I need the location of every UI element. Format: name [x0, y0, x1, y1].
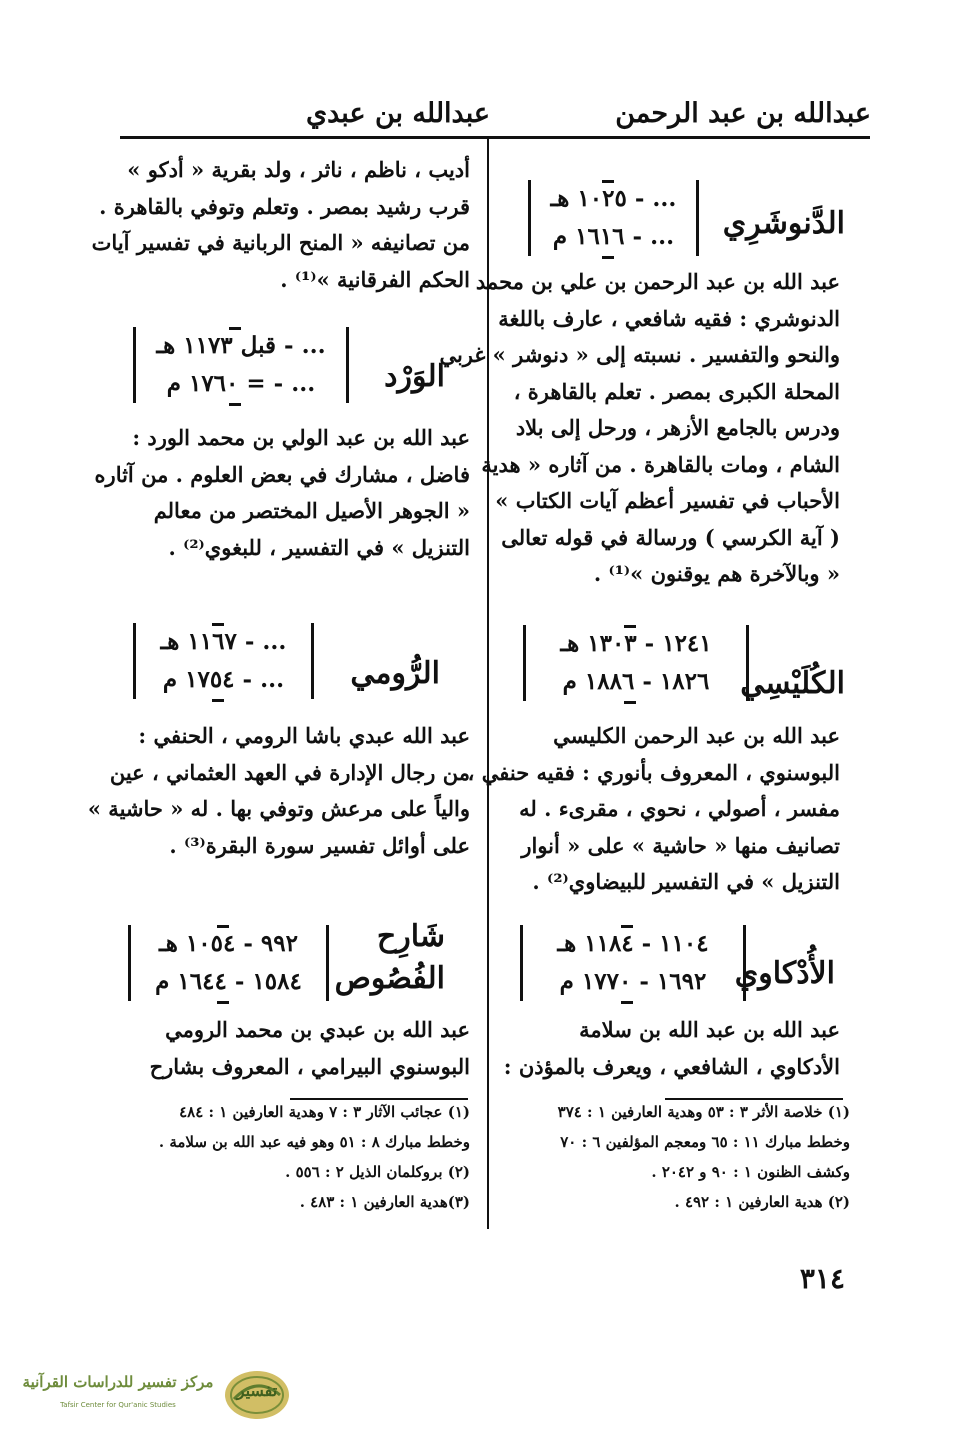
date-box: [133, 623, 314, 699]
text-line: « الجوهر الأصيل المختصر من معالم: [153, 498, 470, 523]
text-line: فاضل ، مشارك في بعض العلوم . من آثاره: [94, 461, 470, 487]
entry-body: [505, 1012, 840, 1085]
text-line: مفسر ، أصولي ، نحوي ، مقرىء . له: [519, 796, 840, 821]
date-gregorian: ... - = ١٧٦٠ م: [166, 370, 316, 397]
column-divider: [487, 139, 489, 1229]
tafsir-center-logo: [12, 1365, 292, 1425]
date-gregorian: ١٦٩٢ - ١٧٧٠ م: [559, 968, 707, 995]
text-line: والياً على مرعش وتوفي بها . له « حاشية »: [87, 796, 470, 821]
entry-name: الوَرْد: [384, 359, 445, 394]
logo-emblem-text: تفسير: [236, 1381, 278, 1400]
text-line: « وبالآخرة هم يوقنون »⁽¹⁾ .: [593, 561, 840, 586]
date-gregorian: ١٨٢٦ - ١٨٨٦ م: [562, 668, 710, 695]
text-line: أديب ، ناظم ، ناثر ، ولد بقرية « أدكو »: [127, 157, 470, 182]
text-line: الحكم الفرقانية »⁽¹⁾ .: [280, 266, 470, 292]
text-line: البوسنوي ، المعروف بأنوري : فقيه حنفي ،: [467, 759, 840, 785]
footnote-line: (٣)هدية العارفين ١ : ٤٨٣ .: [299, 1193, 470, 1211]
date-hijri: ... - ١١٦٧ هـ: [160, 628, 287, 655]
logo-english-name: Tafsir Center for Qur'anic Studies: [60, 1401, 176, 1409]
date-gregorian: ... - ١٧٥٤ م: [162, 666, 285, 693]
entry-body: [467, 718, 840, 901]
text-line: قرب رشيد بمصر . وتعلم وتوفي بالقاهرة .: [99, 193, 470, 219]
text-line: على أوائل تفسير سورة البقرة⁽³⁾ .: [169, 832, 470, 858]
entry-body: [120, 1012, 470, 1085]
footnote-line: وخطط مبارك ٨ : ٥١ وهو فيه عبد الله بن سلامة .: [158, 1133, 470, 1151]
entry-name: الأُدْكاوي: [734, 956, 835, 991]
date-box: [133, 327, 349, 403]
footnotes: [118, 1097, 470, 1217]
text-line: عبد الله بن عبد الله بن سلامة: [579, 1017, 840, 1042]
text-line: الأدكاوي ، الشافعي ، ويعرف بالمؤذن :: [503, 1053, 840, 1079]
text-line: عبد الله بن عبدي بن محمد الرومي: [165, 1017, 470, 1042]
footnotes: [500, 1097, 850, 1217]
entry-body: [87, 718, 470, 864]
text-line: الشام ، ومات بالقاهرة . من آثاره « هدية: [481, 451, 840, 477]
footnote-line: وكشف الظنون ١ : ٩٠ و ٢٠٤٢ .: [651, 1163, 850, 1181]
footnote-line: (٢) هدية العارفين ١ : ٤٩٢ .: [674, 1193, 850, 1211]
date-hijri: ... - قبل ١١٧٣ هـ: [156, 332, 326, 359]
date-hijri: ... - ١٠٢٥ هـ: [550, 185, 677, 212]
footnote-line: (١) خلاصة الأثر ٣ : ٥٣ وهدية العارفين ١ : ٣٧٤: [557, 1103, 850, 1121]
text-line: من تصانيفه « المنح الربانية في تفسير آيات: [91, 230, 470, 255]
text-line: الدنوشري : فقيه شافعي ، عارف باللغة: [498, 305, 840, 331]
footnote-line: وخطط مبارك ١١ : ٦٥ ومعجم المؤلفين ٦ : ٧٠: [560, 1133, 850, 1151]
entry-name: شَارِح: [376, 919, 445, 954]
entry-name: الرُّومي: [350, 656, 440, 691]
text-line: ودرس بالجامع الأزهر ، ورحل إلى بلاد: [515, 415, 840, 440]
date-hijri: ١٢٤١ - ١٣٠٣ هـ: [560, 630, 712, 657]
text-line: تصانيف منها « حاشية » على « أنوار: [521, 832, 840, 858]
entry-body: [94, 420, 470, 566]
text-line: عبد الله بن عبد الولي بن محمد الورد :: [132, 425, 470, 450]
footnote-line: (٢) بروكلمان الذيل ٢ : ٥٥٦ .: [285, 1163, 470, 1181]
entry-body: [439, 264, 840, 593]
date-hijri: ٩٩٢ - ١٠٥٤ هـ: [159, 930, 298, 957]
text-line: من رجال الإدارة في العهد العثماني ، عين: [109, 759, 470, 785]
text-line: عبد الله بن عبد الرحمن الكليسي: [553, 723, 840, 748]
text-line: ( آية الكرسي ) ورسالة في قوله تعالى: [501, 524, 840, 550]
date-gregorian: ١٥٨٤ - ١٦٤٤ م: [155, 968, 302, 995]
text-line: التنزيل » في التفسير ، للبغوي⁽²⁾ .: [168, 534, 470, 560]
date-box: [528, 180, 699, 256]
date-gregorian: ... - ١٦١٦ م: [552, 223, 675, 250]
text-line: المحلة الكبرى بمصر . تعلم بالقاهرة ،: [513, 378, 840, 404]
entry-name: الفُصُوص: [334, 961, 445, 996]
logo-arabic-name: مركز تفسير للدراسات القرآنية: [22, 1373, 214, 1391]
text-line: عبد الله بن عبد الرحمن بن علي بن محمد: [475, 269, 840, 294]
text-line: والنحو والتفسير . نسبته إلى « دنوشر » غربي: [439, 342, 840, 367]
text-line: الأحباب في تفسير أعظم آيات الكتاب »: [495, 488, 840, 513]
date-box: [520, 925, 746, 1001]
date-hijri: ١١٠٤ - ١١٨٤ هـ: [557, 930, 709, 957]
entry-name: الدَّنوشَرِي: [722, 206, 845, 241]
date-box: [523, 625, 749, 701]
date-box: [128, 925, 329, 1001]
text-line: التنزيل » في التفسير للبيضاوي⁽²⁾ .: [532, 869, 840, 894]
footnote-line: (١) عجائب الآثار ٣ : ٧ وهدية العارفين ١ : ٤٨٤: [179, 1103, 470, 1121]
left-running-head: عبدالله بن عبدي: [305, 98, 490, 129]
continued-body: [91, 152, 470, 298]
text-line: البوسنوي البيرامي ، المعروف بشارح: [149, 1053, 470, 1079]
text-line: عبد الله عبدي باشا الرومي ، الحنفي :: [138, 723, 470, 748]
header-rule: [120, 136, 870, 139]
right-running-head: عبدالله بن عبد الرحمن: [615, 98, 871, 129]
page-number: ٣١٤: [799, 1262, 845, 1295]
entry-name: الكُلَيْسِي: [740, 666, 845, 701]
